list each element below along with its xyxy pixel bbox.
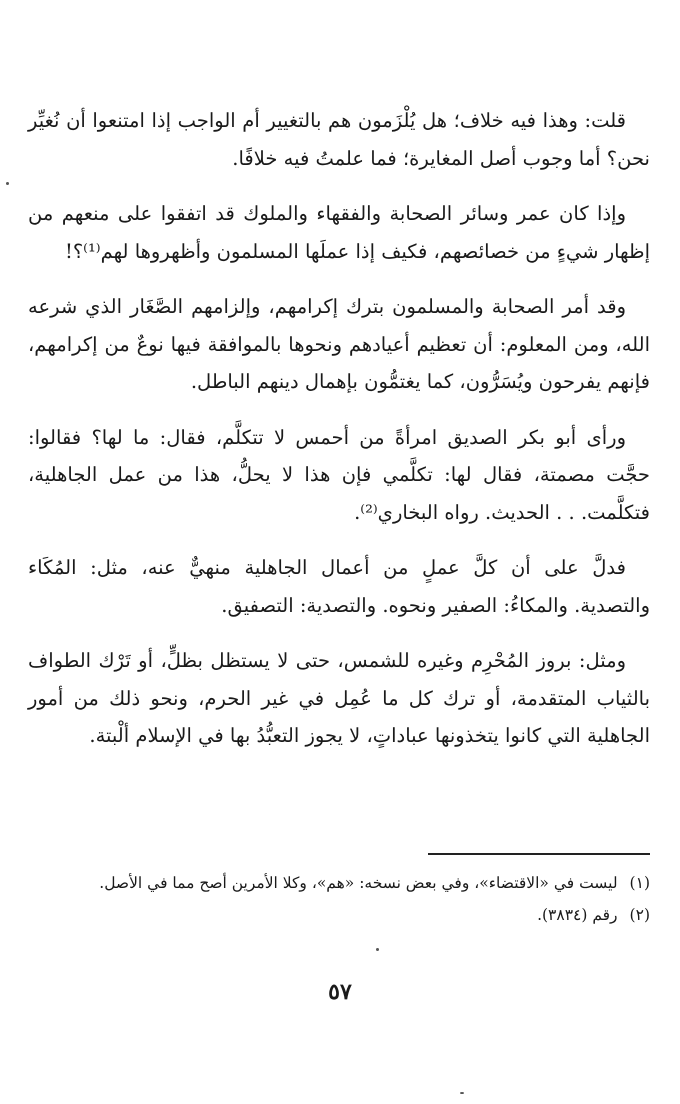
paragraph-1: قلت: وهذا فيه خلاف؛ هل يُلْزَمون هم بالتغيير أم الواجب إذا امتنعوا أن نُغيِّر نحن؟ أما وجوب أصل المغايرة؛ فما علمتُ فيه خلافًا.	[28, 109, 650, 170]
footnotes	[28, 868, 650, 932]
paragraph-5: فدلَّ على أن كلَّ عملٍ من أعمال الجاهلية منهيٌّ عنه، مثل: المُكَاء والتصدية. والمكاءُ: الصفير ونحوه. والتصدية: التصفيق.	[28, 556, 650, 617]
footnote-2	[28, 900, 650, 930]
scan-speck	[6, 182, 9, 185]
paragraph-2: وإذا كان عمر وسائر الصحابة والفقهاء والملوك قد اتفقوا على منعهم من إظهار شيءٍ من خصائصهم، فكيف إذا عملَها المسلمون وأظهروها لهم⁽¹⁾؟!	[28, 202, 650, 263]
footnote-separator	[428, 853, 650, 855]
body-text	[28, 102, 650, 773]
footnote-2-text: رقم (٣٨٣٤).	[537, 906, 618, 924]
footnote-1-number: (١)	[629, 874, 650, 892]
footnote-2-number: (٢)	[629, 906, 650, 924]
paragraph-3: وقد أمر الصحابة والمسلمون بترك إكرامهم، وإلزامهم الصَّغَار الذي شرعه الله، ومن المعلوم: أن تعظيم أعيادهم ونحوها بالموافقة فيها نوعٌ من إكرامهم، فإنهم يفرحون ويُسَرُّون، كما يغتمُّون بإهمال دينهم الباطل.	[28, 295, 650, 393]
footnote-1-text: ليست في «الاقتضاء»، وفي بعض نسخه: «هم»، وكلا الأمرين أصح مما في الأصل.	[99, 874, 618, 892]
scan-speck	[460, 1092, 464, 1094]
paragraph-6: ومثل: بروز المُحْرِم وغيره للشمس، حتى لا يستظل بظلٍّ، أو تَرْك الطواف بالثياب المتقدمة، أو ترك كل ما عُمِل في غير الحرم، ونحو ذلك من أمور الجاهلية التي كانوا يتخذونها عباداتٍ، لا يجوز التعبُّدُ بها في الإسلام ألْبتة.	[28, 649, 650, 747]
page-number: ٥٧	[328, 979, 352, 1005]
footnote-1	[28, 868, 650, 898]
scan-speck	[376, 948, 379, 951]
paragraph-4: ورأى أبو بكر الصديق امرأةً من أحمس لا تتكلَّم، فقال: ما لها؟ فقالوا: حجَّت مصمتة، فقال لها: تكلَّمي فإن هذا لا يحلُّ، هذا من عمل الجاهلية، فتكلَّمت. . . الحديث. رواه البخاري⁽²⁾.	[28, 425, 650, 524]
